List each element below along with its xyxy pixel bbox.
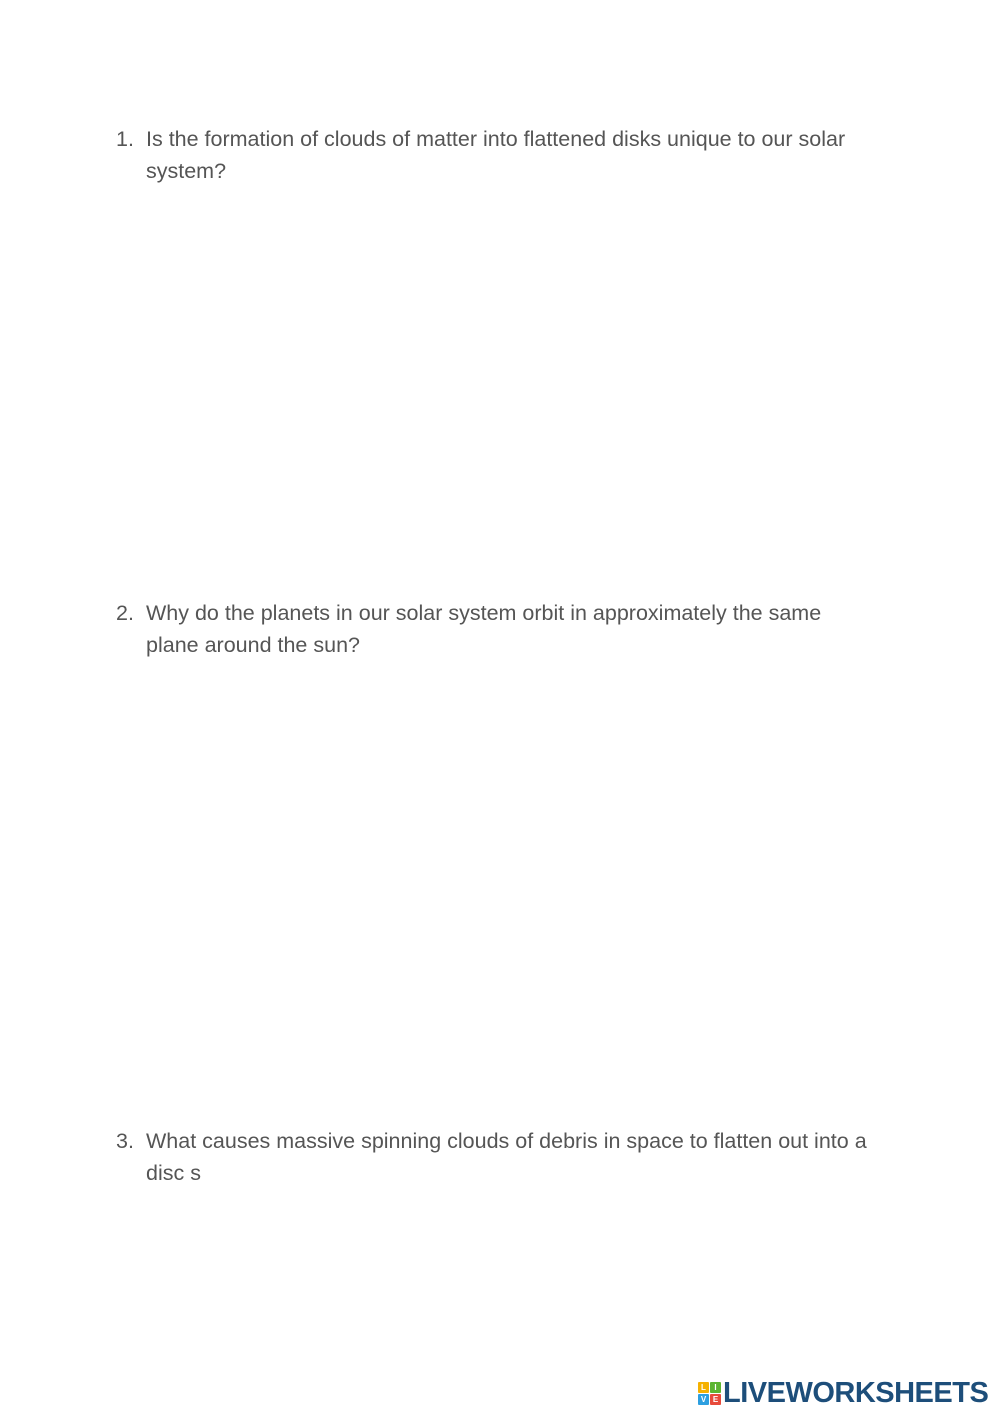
question-1 bbox=[116, 124, 876, 187]
question-number: 3. bbox=[116, 1129, 134, 1153]
question-3 bbox=[116, 1126, 876, 1189]
liveworksheets-logo bbox=[698, 1377, 988, 1409]
question-number: 1. bbox=[116, 127, 134, 151]
question-text: Is the formation of clouds of matter into flattened disks unique to our solar system? bbox=[146, 127, 846, 183]
question-number: 2. bbox=[116, 601, 134, 625]
liveworksheets-mark-icon: L I V E bbox=[698, 1382, 721, 1405]
question-2 bbox=[116, 598, 876, 661]
question-text: Why do the planets in our solar system orbit in approximately the same plane around the sun? bbox=[146, 601, 822, 657]
question-text: What causes massive spinning clouds of debris in space to flatten out into a disc s bbox=[146, 1129, 867, 1185]
logo-text: LIVEWORKSHEETS bbox=[723, 1377, 989, 1409]
